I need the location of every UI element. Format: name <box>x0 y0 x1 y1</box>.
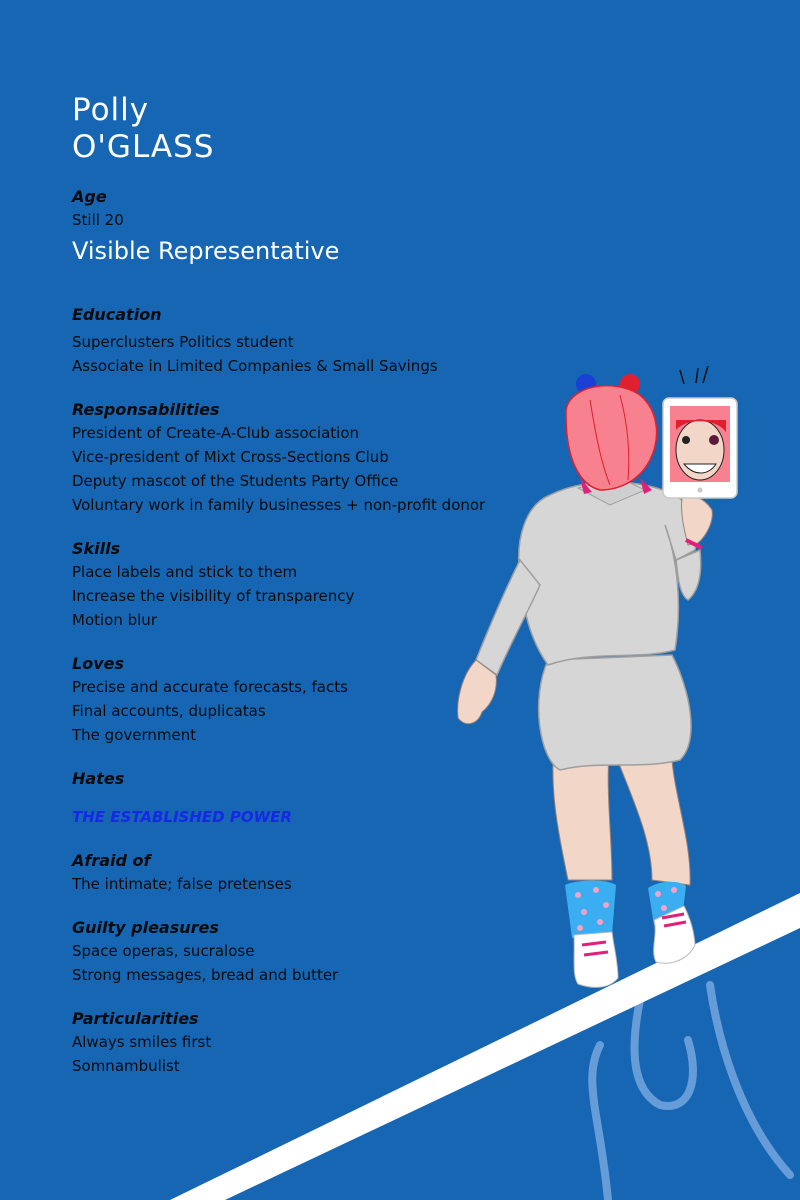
role-title: Visible Representative <box>72 237 340 265</box>
skirt <box>539 655 691 770</box>
list-item: Voluntary work in family businesses + non-profit donor <box>72 496 486 514</box>
section-loves <box>72 653 542 747</box>
section-particularities <box>72 1008 542 1078</box>
age-value: Still 20 <box>72 211 124 229</box>
section-label: Education <box>72 305 162 324</box>
section-label: Loves <box>72 654 124 673</box>
list-item: Place labels and stick to them <box>72 563 298 581</box>
list-item: Final accounts, duplicatas <box>72 702 266 720</box>
list-item: Space operas, sucralose <box>72 942 255 960</box>
list-item: Precise and accurate forecasts, facts <box>72 678 348 696</box>
section-hates <box>72 768 542 829</box>
hates-value: THE ESTABLISHED POWER <box>72 808 292 826</box>
reflection-drips <box>592 985 790 1200</box>
hair <box>566 374 657 490</box>
section-label: Guilty pleasures <box>72 918 219 937</box>
character-name <box>72 92 542 166</box>
section-education <box>72 304 542 378</box>
character-sheet <box>72 92 542 1078</box>
section-afraid-of <box>72 850 542 896</box>
list-item: Strong messages, bread and butter <box>72 966 339 984</box>
list-item: Somnambulist <box>72 1057 180 1075</box>
list-item: Increase the visibility of transparency <box>72 587 355 605</box>
list-item: Motion blur <box>72 611 157 629</box>
right-hand <box>681 495 712 545</box>
section-skills <box>72 538 542 632</box>
last-name: O'GLASS <box>72 129 215 165</box>
jacket <box>519 482 697 665</box>
phone <box>663 366 737 498</box>
section-label: Responsabilities <box>72 400 220 419</box>
section-guilty-pleasures <box>72 917 542 987</box>
list-item: Always smiles first <box>72 1033 212 1051</box>
first-name: Polly <box>72 92 150 128</box>
section-label: Afraid of <box>72 851 151 870</box>
list-item: Superclusters Politics student <box>72 333 294 351</box>
list-item: Vice-president of Mixt Cross-Sections Club <box>72 448 389 466</box>
section-label: Hates <box>72 769 125 788</box>
age-label: Age <box>72 187 107 206</box>
list-item: President of Create-A-Club association <box>72 424 360 442</box>
list-item: Deputy mascot of the Students Party Office <box>72 472 399 490</box>
section-label: Skills <box>72 539 121 558</box>
section-label: Particularities <box>72 1009 199 1028</box>
list-item: Associate in Limited Companies & Small Savings <box>72 357 438 375</box>
section-responsabilities <box>72 399 542 517</box>
list-item: The government <box>72 726 197 744</box>
list-item: The intimate; false pretenses <box>72 875 292 893</box>
